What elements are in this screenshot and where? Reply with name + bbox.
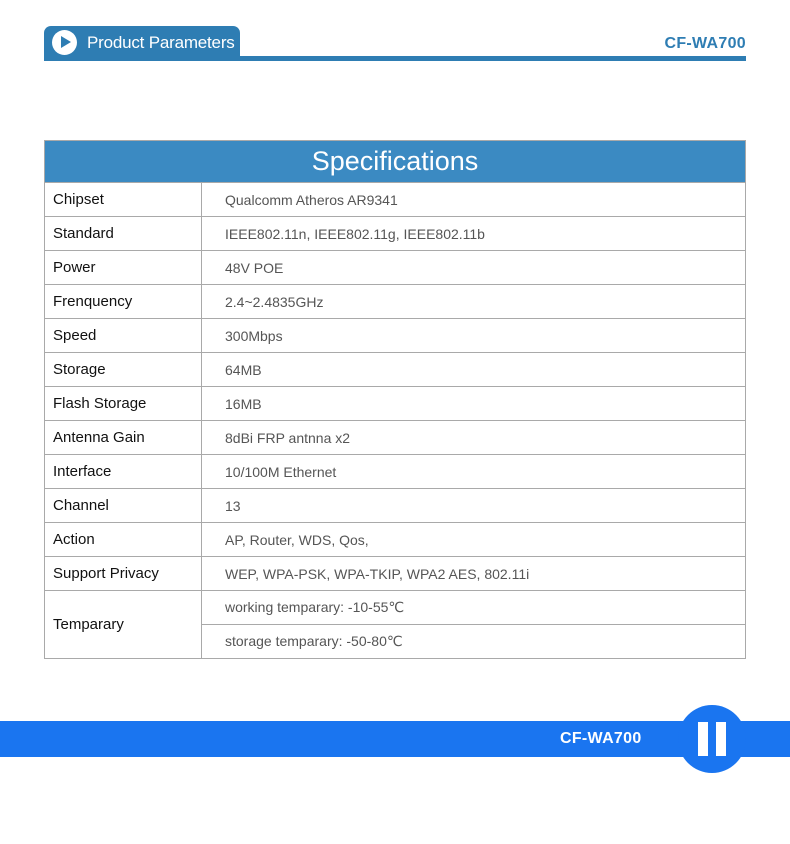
header-model-name: CF-WA700 bbox=[664, 35, 746, 52]
spec-name: Storage bbox=[45, 353, 202, 386]
spec-name: Temparary bbox=[45, 591, 202, 658]
specifications-table bbox=[44, 140, 746, 659]
spec-row-frequency bbox=[45, 284, 745, 318]
spec-value: 2.4~2.4835GHz bbox=[225, 293, 324, 310]
spec-name: Frenquency bbox=[45, 285, 202, 318]
spec-value-group bbox=[202, 591, 745, 658]
spec-name: Flash Storage bbox=[45, 387, 202, 420]
spec-row-flash-storage bbox=[45, 386, 745, 420]
spec-value: 64MB bbox=[225, 361, 262, 378]
spec-value: AP, Router, WDS, Qos, bbox=[225, 531, 369, 548]
spec-row-channel bbox=[45, 488, 745, 522]
spec-row-support-privacy bbox=[45, 556, 745, 590]
spec-row-speed bbox=[45, 318, 745, 352]
spec-row-action bbox=[45, 522, 745, 556]
storage-temperature-value: storage temparary: -50-80℃ bbox=[202, 624, 745, 658]
spec-name: Action bbox=[45, 523, 202, 556]
pause-icon bbox=[678, 705, 746, 773]
pause-bar-right bbox=[716, 722, 726, 756]
spec-row-interface bbox=[45, 454, 745, 488]
spec-value: Qualcomm Atheros AR9341 bbox=[225, 191, 398, 208]
spec-value: 8dBi FRP antnna x2 bbox=[225, 429, 351, 446]
spec-row-chipset bbox=[45, 182, 745, 216]
footer-model-name: CF-WA700 bbox=[560, 730, 642, 747]
spec-name: Interface bbox=[45, 455, 202, 488]
spec-row-storage bbox=[45, 352, 745, 386]
working-temperature-value: working temparary: -10-55℃ bbox=[225, 599, 405, 615]
spec-value: 16MB bbox=[225, 395, 262, 412]
spec-name: Antenna Gain bbox=[45, 421, 202, 454]
header-tab bbox=[44, 26, 240, 59]
spec-value: 300Mbps bbox=[225, 327, 283, 344]
spec-row-antenna-gain bbox=[45, 420, 745, 454]
header-divider bbox=[44, 56, 746, 61]
spec-name: Speed bbox=[45, 319, 202, 352]
pause-bar-left bbox=[698, 722, 708, 756]
spec-value: 10/100M Ethernet bbox=[225, 463, 337, 480]
spec-name: Chipset bbox=[45, 183, 202, 216]
spec-value: 13 bbox=[225, 497, 241, 514]
header-title: Product Parameters bbox=[87, 32, 235, 52]
spec-name: Power bbox=[45, 251, 202, 284]
spec-name: Channel bbox=[45, 489, 202, 522]
play-icon bbox=[52, 30, 77, 55]
spec-value: IEEE802.11n, IEEE802.11g, IEEE802.11b bbox=[225, 225, 485, 242]
spec-value: WEP, WPA-PSK, WPA-TKIP, WPA2 AES, 802.11i bbox=[225, 565, 530, 582]
specifications-title: Specifications bbox=[45, 141, 745, 182]
spec-row-standard bbox=[45, 216, 745, 250]
footer-band bbox=[0, 721, 790, 757]
spec-name: Support Privacy bbox=[45, 557, 202, 590]
spec-name: Standard bbox=[45, 217, 202, 250]
spec-value: 48V POE bbox=[225, 259, 284, 276]
spec-row-temperature bbox=[45, 590, 745, 658]
spec-row-power bbox=[45, 250, 745, 284]
